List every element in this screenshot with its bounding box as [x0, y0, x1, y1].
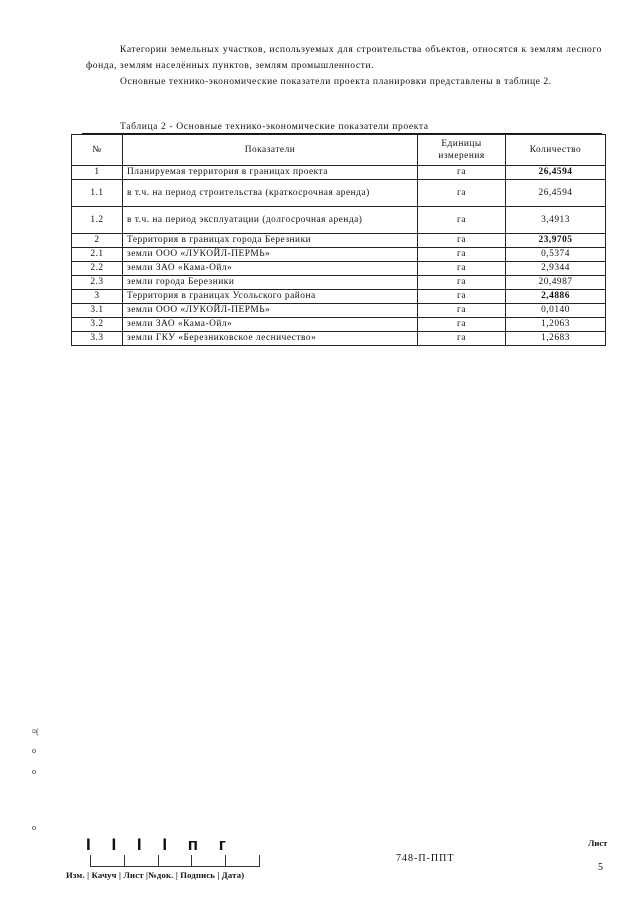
row-qty: 2,9344 [506, 262, 606, 276]
row-qty: 0,5374 [506, 248, 606, 262]
row-qty: 26,4594 [506, 166, 606, 180]
margin-mark: о [32, 746, 36, 755]
stamp-grid [90, 855, 260, 867]
row-qty: 26,4594 [506, 180, 606, 207]
row-num: 1.2 [72, 207, 123, 234]
header-name: Показатели [123, 135, 418, 166]
margin-mark: о [32, 767, 36, 776]
table-row [72, 207, 606, 234]
document-code: 748-П-ППТ [396, 853, 455, 864]
row-num: 1 [72, 166, 123, 180]
row-name: Территория в границах Усольского района [123, 290, 418, 304]
table-row [72, 304, 606, 318]
row-num: 2.2 [72, 262, 123, 276]
header-unit: Единицы измерения [418, 135, 506, 166]
paragraph-land-categories: Категории земельных участков, используемых для строительства объектов, относятся к землям лесного фонда, землям населённых пунктов, землям промышленности. [86, 44, 602, 71]
row-unit: га [418, 207, 506, 234]
row-unit: га [418, 166, 506, 180]
row-name: Территория в границах города Березники [123, 234, 418, 248]
table-row [72, 276, 606, 290]
row-unit: га [418, 332, 506, 346]
row-num: 3.1 [72, 304, 123, 318]
row-unit: га [418, 290, 506, 304]
row-num: 3.3 [72, 332, 123, 346]
row-name: в т.ч. на период строительства (краткосрочная аренда) [123, 180, 418, 207]
row-unit: га [418, 304, 506, 318]
stamp-bars: I I I I п г [86, 835, 227, 854]
row-qty: 1,2063 [506, 318, 606, 332]
row-qty: 2,4886 [506, 290, 606, 304]
row-qty: 1,2683 [506, 332, 606, 346]
row-unit: га [418, 262, 506, 276]
table-row [72, 166, 606, 180]
table-row [72, 248, 606, 262]
row-num: 3.2 [72, 318, 123, 332]
row-num: 1.1 [72, 180, 123, 207]
table-caption: Таблица 2 - Основные технико-экономические показатели проекта [120, 121, 429, 132]
paragraph-indicators-intro: Основные технико-экономические показатели проекта планировки представлены в таблице 2. [120, 76, 552, 87]
row-name: Планируемая территория в границах проекта [123, 166, 418, 180]
row-qty: 23,9705 [506, 234, 606, 248]
row-unit: га [418, 276, 506, 290]
row-unit: га [418, 248, 506, 262]
margin-mark: ¤( [32, 727, 39, 736]
table-row [72, 290, 606, 304]
table-row [72, 332, 606, 346]
row-num: 2.1 [72, 248, 123, 262]
table-header-row [72, 135, 606, 166]
row-name: земли ООО «ЛУКОЙЛ-ПЕРМЬ» [123, 304, 418, 318]
table-row [72, 318, 606, 332]
sheet-label: Лист [588, 838, 608, 848]
row-name: земли ЗАО «Кама-Ойл» [123, 318, 418, 332]
row-num: 2 [72, 234, 123, 248]
row-name: земли ООО «ЛУКОЙЛ-ПЕРМЬ» [123, 248, 418, 262]
row-unit: га [418, 180, 506, 207]
margin-mark: о [32, 823, 36, 832]
sheet-number: 5 [598, 862, 603, 873]
row-num: 3 [72, 290, 123, 304]
table-row [72, 180, 606, 207]
row-qty: 0,0140 [506, 304, 606, 318]
row-qty: 3,4913 [506, 207, 606, 234]
header-qty: Количество [506, 135, 606, 166]
row-name: земли города Березники [123, 276, 418, 290]
indicators-table [71, 134, 606, 346]
row-name: земли ЗАО «Кама-Ойл» [123, 262, 418, 276]
row-num: 2.3 [72, 276, 123, 290]
row-qty: 20,4987 [506, 276, 606, 290]
header-num: № [72, 135, 123, 166]
table-row [72, 262, 606, 276]
row-name: в т.ч. на период эксплуатации (долгосрочная аренда) [123, 207, 418, 234]
row-unit: га [418, 318, 506, 332]
stamp-column-labels: Изм. | Качуч | Лист |№док. | Подпись | Дата) [66, 870, 245, 880]
row-name: земли ГКУ «Березниковское лесничество» [123, 332, 418, 346]
table-row [72, 234, 606, 248]
row-unit: га [418, 234, 506, 248]
